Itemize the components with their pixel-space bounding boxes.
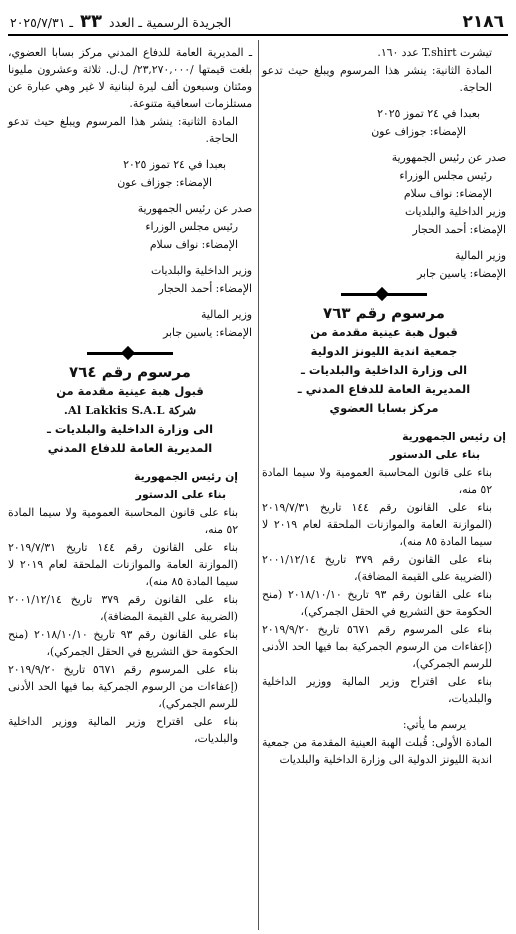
decree-title-line: الى وزارة الداخلية والبلديات ـ: [300, 363, 468, 377]
right-column: [262, 44, 506, 769]
issued-by-line: صدر عن رئيس الجمهورية: [137, 202, 252, 215]
header-title: [10, 11, 231, 32]
decree-title-line: مركز بسابا العضوي: [329, 401, 439, 415]
preamble-line: بناء على الدستور: [389, 448, 480, 461]
section-divider: [341, 288, 427, 300]
recital: بناء على القانون رقم ٣٧٩ تاريخ ٢٠٠١/١٢/١٤ (الضريبة على القيمة المضافة)،: [8, 593, 238, 623]
recital: بناء على المرسوم رقم ٥٦٧١ تاريخ ٢٠١٩/٩/٢٠ (إعفاءات من الرسوم الجمركية بما فيها الحد الأدنى للرسم الجمركي)،: [262, 623, 492, 670]
recital: بناء على المرسوم رقم ٥٦٧١ تاريخ ٢٠١٩/٩/٢٠ (إعفاءات من الرسوم الجمركية بما فيها الحد الأدنى للرسم الجمركي)،: [8, 663, 238, 710]
official-title: وزير المالية: [201, 308, 252, 321]
decree-formula: يرسم ما يأتي:: [402, 718, 466, 731]
date-line: بعبدا في ٢٤ تموز ٢٠٢٥: [123, 158, 226, 171]
official-title: وزير الداخلية والبلديات: [405, 205, 506, 218]
article-paragraph: المادة الأولى: قُبلت الهبة العينية المقدمة من جمعية اندية الليونز الدولية الى وزارة الداخلية والبلديات: [262, 736, 492, 766]
recital: بناء على القانون رقم ٣٧٩ تاريخ ٢٠٠١/١٢/١٤ (الضريبة على القيمة المضافة)،: [262, 553, 492, 583]
preamble-line: إن رئيس الجمهورية: [134, 470, 238, 483]
signature-line: الإمضاء: ياسين جابر: [163, 326, 252, 339]
preamble-line: إن رئيس الجمهورية: [402, 430, 506, 443]
decree-title-line: الى وزارة الداخلية والبلديات ـ: [46, 422, 214, 436]
preamble-line: بناء على الدستور: [135, 488, 226, 501]
article-paragraph: المادة الثانية: ينشر هذا المرسوم ويبلغ حيث تدعو الحاجة.: [8, 115, 238, 145]
decree-title-line: شركة Al Lakkis S.A.L.: [63, 403, 197, 417]
paragraph: تيشرت T.shirt عدد ١٦٠.: [377, 46, 492, 59]
signature-line: الإمضاء: جوزاف عون: [117, 176, 212, 189]
recital: بناء على قانون المحاسبة العمومية ولا سيما المادة ٥٢ منه،: [8, 506, 238, 536]
recital: بناء على القانون رقم ١٤٤ تاريخ ٢٠١٩/٧/٣١ (الموازنة العامة والموازنات الملحقة لعام ٢٠١٩ لا سيما المادة ٨٥ منه)،: [262, 501, 492, 548]
recital: بناء على اقتراح وزير المالية ووزير الداخلية والبلديات،: [262, 675, 492, 705]
decree-number: مرسوم رقم ٧٦٤: [69, 363, 191, 381]
recital: بناء على القانون رقم ٩٣ تاريخ ٢٠١٨/١٠/١٠ (منح الحكومة حق التشريع في الحقل الجمركي)،: [262, 588, 492, 618]
recital: بناء على القانون رقم ٩٣ تاريخ ٢٠١٨/١٠/١٠ (منح الحكومة حق التشريع في الحقل الجمركي)،: [8, 628, 238, 658]
decree-heading: [8, 363, 252, 458]
decree-title-line: جمعية اندية الليونز الدولية: [310, 344, 458, 358]
decree-heading: [262, 304, 506, 418]
signature-line: الإمضاء: جوزاف عون: [371, 125, 466, 138]
decree-title-line: قبول هبة عينية مقدمة من: [56, 384, 204, 398]
signature-line: الإمضاء: أحمد الحجار: [158, 282, 252, 295]
page-number: ٢١٨٦: [462, 12, 504, 32]
official-title: وزير المالية: [455, 249, 506, 262]
page-header: [10, 8, 504, 32]
decree-title-line: المديرية العامة للدفاع المدني: [47, 441, 213, 455]
issue-date: ـ ٢٠٢٥/٧/٣١: [10, 15, 74, 30]
recital: بناء على اقتراح وزير المالية ووزير الداخلية والبلديات،: [8, 715, 238, 745]
section-divider: [87, 347, 173, 359]
column-divider: [258, 40, 259, 930]
signature-line: الإمضاء: أحمد الحجار: [412, 223, 506, 236]
header-title-prefix: الجريدة الرسمية ـ العدد: [109, 15, 232, 30]
official-title: رئيس مجلس الوزراء: [145, 220, 238, 233]
date-line: بعبدا في ٢٤ تموز ٢٠٢٥: [377, 107, 480, 120]
signature-line: الإمضاء: نواف سلام: [149, 238, 238, 251]
header-rule: [8, 34, 508, 36]
decree-title-line: المديرية العامة للدفاع المدني ـ: [297, 382, 471, 396]
recital: بناء على قانون المحاسبة العمومية ولا سيما المادة ٥٢ منه،: [262, 466, 492, 496]
signature-line: الإمضاء: ياسين جابر: [417, 267, 506, 280]
paragraph: ـ المديرية العامة للدفاع المدني مركز بسابا العضوي، بلغت قيمتها /٢٣,٢٧٠,٠٠٠/ ل.ل. ثلاثة وعشرون مليونا ومئتان وسبعون ألف ليرة لبنانية لا غير وهي عبارة عن مستلزمات اسعافية متنوعة.: [8, 46, 252, 110]
recital: بناء على القانون رقم ١٤٤ تاريخ ٢٠١٩/٧/٣١ (الموازنة العامة والموازنات الملحقة لعام ٢٠١٩ لا سيما المادة ٨٥ منه)،: [8, 541, 238, 588]
left-column: [8, 44, 252, 748]
article-paragraph: المادة الثانية: ينشر هذا المرسوم ويبلغ حيث تدعو الحاجة.: [262, 64, 492, 94]
signature-line: الإمضاء: نواف سلام: [403, 187, 492, 200]
decree-title-line: قبول هبة عينية مقدمة من: [310, 325, 458, 339]
decree-number: مرسوم رقم ٧٦٣: [323, 304, 445, 322]
official-title: رئيس مجلس الوزراء: [399, 169, 492, 182]
issued-by-line: صدر عن رئيس الجمهورية: [391, 151, 506, 164]
official-title: وزير الداخلية والبلديات: [151, 264, 252, 277]
issue-number: ٣٣: [80, 11, 103, 32]
